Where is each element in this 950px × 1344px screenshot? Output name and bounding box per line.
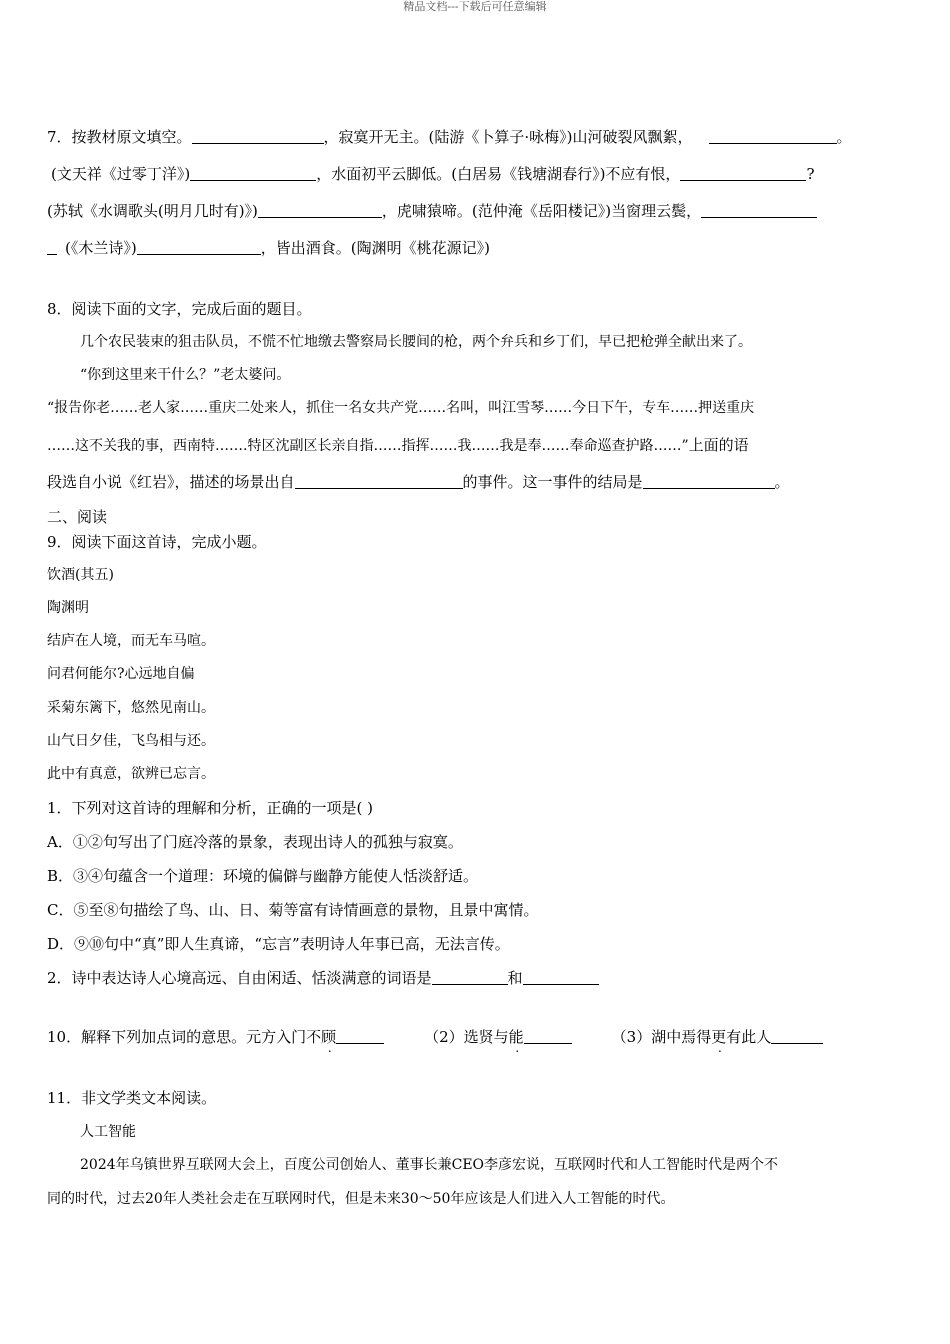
q8-paragraph-4 [47,434,749,457]
q9-intro: 9．阅读下面这首诗，完成小题。 [47,533,267,551]
q7-text: (苏轼《水调歌头(明月几时有)》) [47,202,258,220]
blank[interactable] [137,238,261,255]
blank[interactable] [709,127,837,144]
blank[interactable] [771,1027,823,1044]
dotted-word: 更 [711,1028,727,1046]
q10-text: （2）选贤与 [424,1028,509,1046]
q8-text: 上面的语 [688,436,749,454]
q10-line [47,1026,823,1048]
q7-text: 7．按教材原文填空。 [47,128,192,146]
blank[interactable] [295,472,463,489]
q9-sub-question-2 [47,967,599,989]
section-heading: 二、阅读 [47,508,108,526]
poem-line: 结庐在人境，而无车马喧。 [47,633,215,649]
option-a[interactable]: A．①②句写出了门庭冷落的景象，表现出诗人的孤独与寂寞。 [47,833,463,851]
q8-text: 。 [774,473,790,491]
poem-line: 问君何能尔?心远地自偏 [47,666,195,682]
q8-paragraph-3: “报告你老……老人家……重庆二处来人，抓住一名女共产党……名叫，叫江雪琴……今日下午，专车……押送重庆 [47,400,755,416]
q8-text: 的事件。这一事件的结局是 [462,473,643,491]
blank[interactable] [47,238,57,255]
page-header: 精品文档---下载后可任意编辑 [403,0,547,13]
q8-paragraph-2: “你到这里来干什么？”老太婆问。 [80,367,291,383]
q7-text: 。 [836,128,852,146]
q9-text: 和 [507,969,523,987]
option-c[interactable]: C．⑤至⑧句描绘了鸟、山、日、菊等富有诗情画意的景物，且景中寓情。 [47,901,539,919]
option-b[interactable]: B．③④句蕴含一个道理：环境的偏僻与幽静方能使人恬淡舒适。 [47,867,479,885]
q7-line-4 [47,237,490,259]
blank[interactable] [258,201,382,218]
blank[interactable] [336,1027,384,1044]
q8-paragraph-1: 几个农民装束的狙击队员，不慌不忙地缴去警察局长腰间的枪，两个弁兵和乡丁们，早已把枪弹全献出来了。 [80,334,752,350]
blank[interactable] [680,164,806,181]
blank[interactable] [432,968,508,985]
q7-text: ，皆出酒食。(陶渊明《桃花源记》) [260,239,490,257]
blank[interactable] [523,968,599,985]
poem-author: 陶渊明 [47,600,89,616]
poem-line: 此中有真意，欲辨已忘言。 [47,766,215,782]
q7-text: ，寂寞开无主。(陆游《卜算子·咏梅》)山河破裂风飘絮， [323,128,693,146]
q7-text: ，虎啸猿啼。(范仲淹《岳阳楼记》)当窗理云鬓， [381,202,702,220]
poem-title: 饮酒(其五) [47,567,114,583]
dotted-word: 能 [508,1028,524,1046]
dotted-word: 顾 [321,1028,337,1046]
article-paragraph: 2024年乌镇世界互联网大会上，百度公司创始人、董事长兼CEO李彦宏说，互联网时代和人工智能时代是两个不 [80,1157,779,1173]
q7-line-1 [47,126,852,148]
blank[interactable] [643,472,775,489]
q7-text: ? [806,165,815,183]
blank[interactable] [524,1027,572,1044]
article-paragraph: 同的时代，过去20年人类社会走在互联网时代，但是未来30～50年应该是人们进入人工智能的时代。 [47,1191,675,1207]
q7-text: ，水面初平云脚低。(白居易《钱塘湖春行》)不应有恨， [316,165,681,183]
q9-text: 2．诗中表达诗人心境高远、自由闲适、恬淡满意的词语是 [47,969,432,987]
q7-line-2 [51,163,814,185]
article-title: 人工智能 [80,1124,136,1140]
q8-intro: 8．阅读下面的文字，完成后面的题目。 [47,300,312,318]
q8-text: 段选自小说《红岩》，描述的场景出自 [47,473,295,491]
q7-text: (文天祥《过零丁洋》) [51,165,191,183]
blank[interactable] [190,164,316,181]
q7-text: (《木兰诗》) [65,239,137,257]
blank[interactable] [192,127,324,144]
q10-text: 有此人 [726,1028,772,1046]
q9-sub-question-1: 1．下列对这首诗的理解和分析，正确的一项是( ) [47,799,374,817]
q11-intro: 11．非文学类文本阅读。 [47,1089,217,1107]
poem-line: 采菊东篱下，悠然见南山。 [47,700,215,716]
q8-text: ……这不关我的事，西南特…….特区沈副区长亲自指……指挥……我……我是奉……奉命巡查护路……” [47,438,689,454]
option-d[interactable]: D．⑨⑩句中“真”即人生真谛，“忘言”表明诗人年事已高，无法言传。 [47,935,510,953]
poem-line: 山气日夕佳，飞鸟相与还。 [47,733,215,749]
blank[interactable] [701,201,817,218]
q10-text: （3）湖中焉得 [611,1028,712,1046]
q7-line-3 [47,200,817,222]
q8-paragraph-5 [47,471,790,493]
q10-text: 10．解释下列加点词的意思。元方入门不 [47,1028,322,1046]
